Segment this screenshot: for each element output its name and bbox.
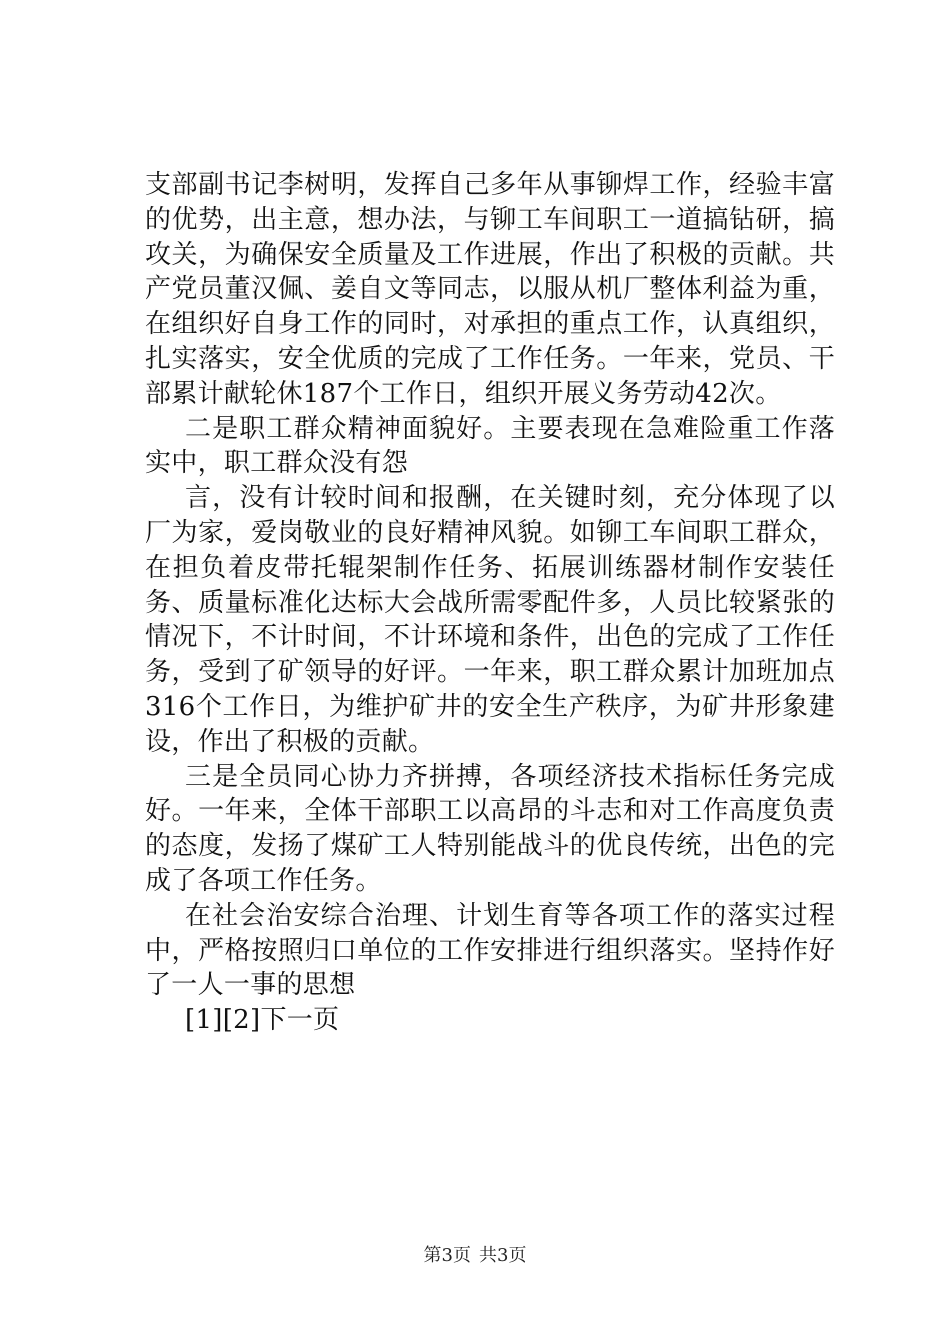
page-total: 共3页 [479,1245,527,1266]
paragraph-staff-spirit-start: 二是职工群众精神面貌好。主要表现在急难险重工作落实中，职工群众没有怨 [145,413,835,479]
page-number: 第3页 [423,1245,471,1266]
pagination-links[interactable]: [1][2]下一页 [185,1005,340,1036]
page-footer [0,1245,950,1267]
paragraph-indicators: 三是全员同心协力齐拼搏，各项经济技术指标任务完成好。一年来，全体干部职工以高昂的斗志和对工作高度负责的态度，发扬了煤矿工人特别能战斗的优良传统，出色的完成了各项工作任务。 [145,761,835,896]
paragraph-party-members: 支部副书记李树明，发挥自己多年从事铆焊工作，经验丰富的优势，出主意，想办法，与铆工车间职工一道搞钻研，搞攻关，为确保安全质量及工作进展，作出了积极的贡献。共产党员董汉佩、姜自文等同志，以服从机厂整体利益为重，在组织好自身工作的同时，对承担的重点工作，认真组织，扎实落实，安全优质的完成了工作任务。一年来，党员、干部累计献轮休187个工作日，组织开展义务劳动42次。 [145,170,835,409]
paragraph-staff-spirit-continued: 言，没有计较时间和报酬，在关键时刻，充分体现了以厂为家，爱岗敬业的良好精神风貌。如铆工车间职工群众，在担负着皮带托辊架制作任务、拓展训练器材制作安装任务、质量标准化达标大会战所需零配件多，人员比较紧张的情况下，不计时间，不计环境和条件，出色的完成了工作任务，受到了矿领导的好评。一年来，职工群众累计加班加点316个工作日，为维护矿井的安全生产秩序，为矿井形象建设，作出了积极的贡献。 [145,483,835,757]
paragraph-social-security: 在社会治安综合治理、计划生育等各项工作的落实过程中，严格按照归口单位的工作安排进行组织落实。坚持作好了一人一事的思想 [145,900,835,1001]
document-body [145,168,835,1038]
